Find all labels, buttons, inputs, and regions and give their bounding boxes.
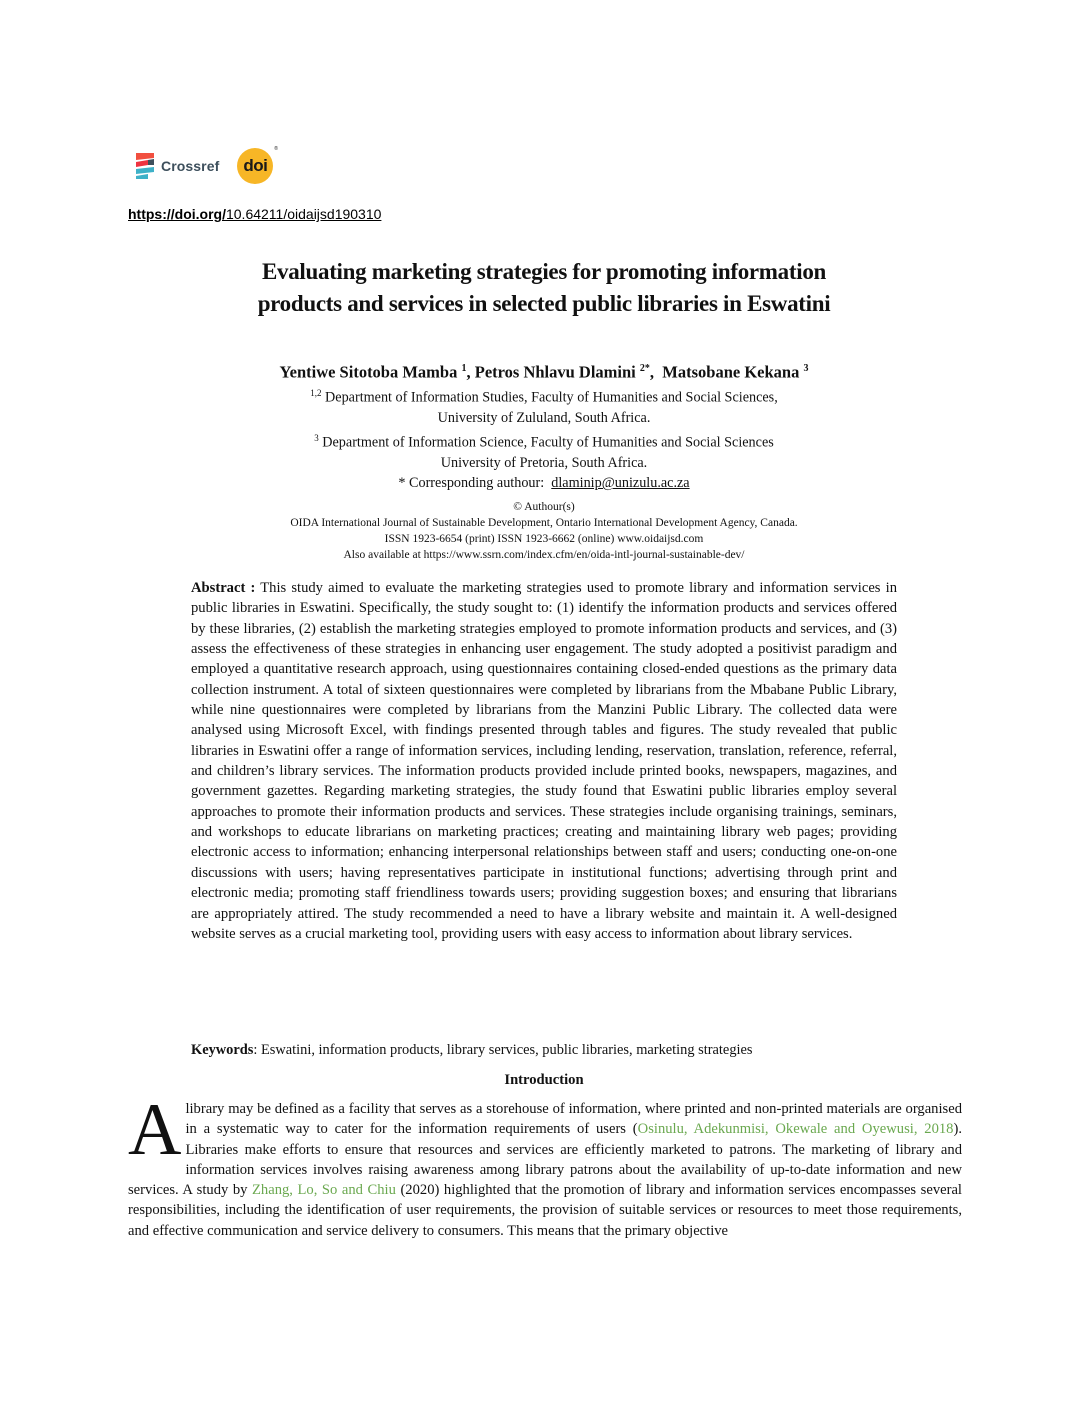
citation-link[interactable]: Osinulu, Adekunmisi, Okewale and Oyewusi, 2018	[637, 1121, 954, 1138]
corresponding-email-link[interactable]: dlaminip@unizulu.ac.za	[551, 475, 690, 492]
intro-text: (2020) highlighted that the promotion of library and information services encompasses several responsibilities, including the identification of user requirements, the provision of suitable services or resources to meet those requirements, and effective communication and service delivery to consumers. This means that the primary objective	[128, 1182, 962, 1239]
title-line-2: products and services in selected public libraries in Eswatini	[257, 291, 831, 316]
keywords-label: Keywords	[191, 1042, 254, 1058]
corresponding-author	[120, 473, 968, 493]
doi-link-prefix[interactable]: https://doi.org/	[128, 206, 226, 222]
affiliation-1	[120, 383, 968, 408]
journal-name: OIDA International Journal of Sustainable Development, Ontario International Development Agency, Canada.	[290, 517, 798, 529]
author-list	[120, 358, 968, 384]
corresponding-label: * Corresponding authour:	[398, 475, 552, 492]
copyright-line: © Authour(s)	[513, 501, 575, 513]
author-affiliation-mark: 1	[461, 363, 467, 374]
abstract-text: This study aimed to evaluate the marketing strategies used to promote library and information services in public libraries in Eswatini. Specifically, the study sought to: (1) identify the information products and services offered by these libraries, (2) establish the marketing strategies employed to promote information products and services, and (3) assess the effectiveness of these strategies in enhancing user engagement. The study adopted a positivist paradigm and employed a quantitative research approach, using questionnaires containing closed-ended questions as the primary data collection instrument. A total of sixteen questionnaires were completed by librarians from the Mbabane Public Library, while nine questionnaires were completed by librarians from the Manzini Public Library. The collected data were analysed using Microsoft Excel, with findings presented through tables and figures. The study revealed that public libraries in Eswatini offer a range of information services, including lending, reservation, translation, reference, referral, and children’s library services. The information products provided include printed books, newspapers, magazines, and government gazettes. Regarding marketing strategies, the study found that Eswatini public libraries employ several approaches to promote their information products and services. These strategies include organising trainings, seminars, and workshops to educate librarians on marketing practices; creating and maintaining library web pages; providing electronic access to information; enhancing interpersonal relationships between staff and users; conducting one-on-one discussions with users; having representatives participate in institutional functions; advertising through print and electronic media; promoting staff friendliness towards users; providing suggestion boxes; and ensuring that librarians are appropriately attired. The study recommended a need to have a library website and maintain it. A well-designed website serves as a crucial marketing tool, providing users with easy access to information about library services.	[191, 580, 897, 942]
journal-info	[120, 499, 968, 563]
drop-cap: A	[128, 1089, 182, 1171]
citation-link[interactable]: Zhang, Lo, So and Chiu	[252, 1182, 396, 1199]
author-name: Petros Nhlavu Dlamini	[474, 362, 636, 382]
crossref-mark-icon	[134, 151, 158, 181]
author-affiliation-mark: 2*	[639, 363, 650, 374]
author-name: Matsobane Kekana	[662, 362, 800, 382]
doi-link-suffix[interactable]: 10.64211/oidaijsd190310	[225, 206, 382, 222]
also-available-line: Also available at https://www.ssrn.com/index.cfm/en/oida-intl-journal-sustainable-dev/	[343, 549, 745, 561]
abstract-label: Abstract :	[191, 580, 256, 596]
author-name: Yentiwe Sitotoba Mamba	[279, 362, 458, 382]
affiliation-mark: 1,2	[310, 388, 322, 398]
crossref-label: Crossref	[161, 158, 220, 174]
keywords	[191, 1040, 897, 1060]
crossref-logo	[134, 151, 219, 181]
affiliation-text: Department of Information Studies, Faculty of Humanities and Social Sciences,	[321, 389, 778, 406]
doi-label: doi	[243, 156, 268, 175]
doi-link[interactable]	[128, 206, 381, 222]
intro-text: ). Libraries make efforts to ensure that resources and services are efficiently marketed to patrons. The marketing of library and information services involves raising awareness among library patrons about the availability of up-to-date information and new services. A study by	[128, 1121, 962, 1199]
intro-text: library may be defined as a facility that serves as a storehouse of information, where printed and non-printed materials are organised in a systematic way to cater for the information requirements of users (	[185, 1101, 962, 1138]
affiliation-2-institution: University of Pretoria, South Africa.	[440, 455, 648, 472]
affiliation-mark: 3	[314, 433, 319, 444]
registered-mark: ®	[274, 146, 278, 152]
title-line-1: Evaluating marketing strategies for promoting information	[261, 259, 827, 284]
keywords-text: : Eswatini, information products, library services, public libraries, marketing strategies	[253, 1042, 753, 1058]
publisher-logos	[134, 146, 278, 186]
paper-title	[120, 256, 968, 320]
affiliation-text: Department of Information Science, Faculty of Humanities and Social Sciences	[318, 434, 774, 451]
author-separator: ,	[649, 362, 663, 382]
affiliation-2	[120, 428, 968, 453]
affiliations	[120, 383, 968, 493]
abstract	[191, 578, 897, 944]
affiliation-1-institution: University of Zululand, South Africa.	[437, 409, 651, 426]
issn-line: ISSN 1923-6654 (print) ISSN 1923-6662 (online) www.oidaijsd.com	[384, 533, 704, 545]
author-separator: ,	[466, 362, 475, 382]
doi-logo	[237, 146, 278, 184]
section-heading-introduction: Introduction	[504, 1072, 584, 1088]
introduction-paragraph	[128, 1089, 962, 1241]
author-affiliation-mark: 3	[803, 363, 809, 374]
